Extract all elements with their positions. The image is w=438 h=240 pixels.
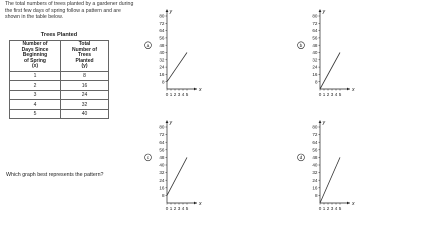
x-tick-label: 5: [338, 206, 342, 211]
col-x-header: [10, 41, 61, 72]
y-tick-label: 16: [159, 185, 165, 191]
y-tick-label: 16: [159, 72, 165, 77]
y-tick-label: 72: [312, 132, 318, 138]
table-cell-y: 16: [61, 81, 109, 91]
series-line: [167, 53, 187, 82]
table-cell-x: 4: [10, 100, 61, 110]
x-tick-label: 3: [177, 206, 181, 211]
x-tick-label: 3: [330, 206, 334, 211]
graph-option-d[interactable]: [295, 116, 355, 214]
y-axis-label: y: [169, 9, 173, 15]
y-tick-label: 16: [312, 185, 318, 191]
y-tick-label: 64: [312, 28, 318, 34]
table-cell-y: 40: [61, 109, 109, 119]
y-tick-label: 80: [312, 13, 318, 19]
y-tick-label: 40: [159, 162, 165, 168]
y-tick-label: 48: [312, 155, 318, 160]
y-tick-label: 24: [159, 177, 165, 183]
table-cell-y: 8: [61, 71, 109, 81]
x-axis-arrow-icon: [347, 202, 350, 205]
y-tick-label: 48: [159, 155, 165, 160]
col-y-header: [61, 41, 109, 72]
y-tick-label: 64: [312, 139, 318, 145]
x-tick-label: 2: [173, 92, 177, 97]
table-cell-y: 24: [61, 90, 109, 100]
y-tick-label: 40: [312, 50, 318, 56]
y-tick-label: 24: [312, 64, 318, 70]
x-tick-label: 0: [318, 206, 322, 211]
y-tick-label: 32: [312, 57, 318, 63]
x-tick-label: 1: [169, 92, 173, 97]
y-axis-arrow-icon: [319, 9, 322, 12]
table-cell-x: 2: [10, 81, 61, 91]
x-tick-label: 5: [185, 92, 189, 97]
table-row: [10, 71, 109, 81]
y-tick-label: 24: [159, 64, 165, 70]
y-tick-label: 80: [312, 124, 318, 130]
y-tick-label: 72: [159, 132, 165, 138]
table-row: [10, 90, 109, 100]
table-header-row: [10, 41, 109, 72]
x-axis-label: x: [352, 200, 355, 207]
y-axis-label: y: [169, 120, 173, 126]
table-row: [10, 100, 109, 110]
y-tick-label: 64: [159, 28, 165, 34]
x-tick-label: 5: [338, 92, 342, 97]
x-tick-label: 1: [169, 206, 173, 211]
col-y-header-line: Number of: [72, 46, 98, 53]
y-tick-label: 40: [312, 162, 318, 168]
table-cell-x: 5: [10, 109, 61, 119]
x-tick-label: 5: [185, 206, 189, 211]
table-title: Trees Planted: [40, 32, 78, 38]
x-axis-arrow-icon: [194, 202, 197, 205]
y-axis-arrow-icon: [319, 120, 322, 123]
x-tick-label: 0: [318, 92, 322, 97]
table-row: [10, 81, 109, 91]
y-tick-label: 48: [159, 42, 165, 48]
question-text: Which graph best represents the pattern?: [6, 172, 104, 178]
y-axis-arrow-icon: [166, 120, 169, 123]
series-line: [320, 157, 340, 203]
table-row: [10, 109, 109, 119]
y-tick-label: 32: [312, 170, 318, 176]
y-tick-label: 56: [312, 147, 318, 153]
series-line: [320, 53, 340, 90]
y-tick-label: 80: [159, 124, 165, 130]
x-tick-label: 0: [165, 206, 169, 211]
y-tick-label: 72: [312, 20, 318, 26]
option-letter: b: [299, 43, 303, 49]
col-y-header-line: Planted: [75, 57, 94, 64]
option-letter: c: [146, 156, 150, 162]
x-axis-label: x: [352, 86, 355, 93]
y-tick-label: 24: [312, 177, 318, 183]
y-tick-label: 56: [159, 35, 165, 41]
col-x-header-line: (x): [31, 63, 39, 70]
graph-option-c[interactable]: [142, 116, 202, 214]
y-tick-label: 16: [312, 72, 318, 77]
option-letter: d: [299, 156, 303, 162]
y-tick-label: 56: [159, 147, 165, 153]
x-tick-label: 2: [326, 206, 330, 211]
x-tick-label: 3: [330, 92, 334, 97]
y-tick-label: 48: [312, 42, 318, 48]
x-axis-arrow-icon: [194, 88, 197, 91]
x-tick-label: 4: [334, 92, 338, 97]
y-axis-label: y: [322, 120, 326, 126]
x-tick-label: 4: [181, 206, 185, 211]
y-tick-label: 8: [314, 79, 318, 85]
x-axis-label: x: [199, 86, 202, 93]
x-tick-label: 3: [177, 92, 181, 97]
col-x-header-line: Beginning: [22, 52, 48, 59]
y-tick-label: 80: [159, 13, 165, 19]
y-tick-label: 72: [159, 20, 165, 26]
graph-option-a[interactable]: [142, 5, 202, 100]
col-y-header-line: Trees: [77, 52, 92, 59]
col-x-header-line: Days Since: [21, 46, 49, 53]
y-tick-label: 32: [159, 57, 165, 63]
y-tick-label: 8: [161, 193, 165, 198]
table-cell-x: 1: [10, 71, 61, 81]
y-tick-label: 56: [312, 35, 318, 41]
y-axis-arrow-icon: [166, 9, 169, 12]
table-cell-y: 32: [61, 100, 109, 110]
y-tick-label: 8: [314, 193, 318, 198]
col-x-header-line: of Spring: [24, 57, 46, 64]
x-tick-label: 2: [326, 92, 330, 97]
graph-option-b[interactable]: [295, 5, 355, 100]
y-tick-label: 8: [161, 79, 165, 85]
option-letter: a: [146, 43, 150, 49]
trees-planted-table: [9, 40, 109, 119]
x-tick-label: 0: [165, 92, 169, 97]
x-tick-label: 4: [181, 92, 185, 97]
x-tick-label: 1: [322, 92, 326, 97]
x-tick-label: 1: [322, 206, 326, 211]
col-y-header-line: Total: [78, 41, 91, 47]
x-tick-label: 4: [334, 206, 338, 211]
col-y-header-line: (y): [81, 63, 88, 70]
problem-intro: The total numbers of trees planted by a gardener during the first few days of spring follow a pattern and are shown in the table below.: [5, 1, 134, 21]
y-tick-label: 64: [159, 139, 165, 145]
x-axis-arrow-icon: [347, 88, 350, 91]
table-cell-x: 3: [10, 90, 61, 100]
col-x-header-line: Number of: [22, 41, 48, 47]
y-tick-label: 40: [159, 50, 165, 56]
y-tick-label: 32: [159, 170, 165, 176]
y-axis-label: y: [322, 9, 326, 15]
x-axis-label: x: [199, 200, 202, 207]
series-line: [167, 157, 187, 195]
x-tick-label: 2: [173, 206, 177, 211]
